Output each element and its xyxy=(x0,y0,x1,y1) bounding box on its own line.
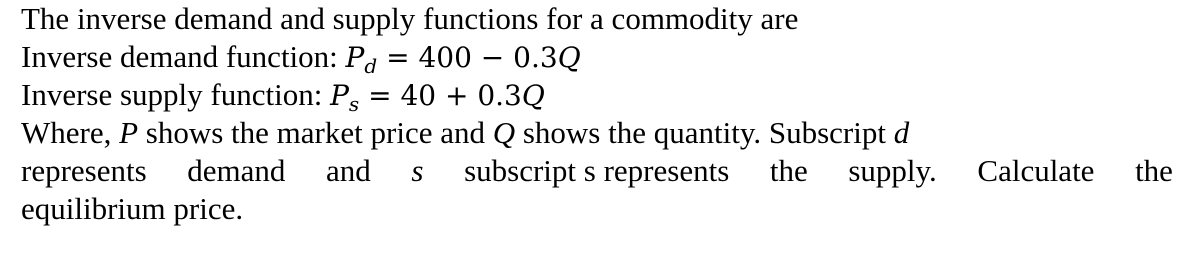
demand-rhs: = 400 − 0.3 xyxy=(377,41,558,74)
demand-quantity-symbol: Q xyxy=(557,41,581,74)
where-subscript-d: d xyxy=(893,115,910,150)
word-s-italic: s xyxy=(411,153,424,188)
intro-text: The inverse demand and supply functions for a commodity are xyxy=(21,1,799,36)
supply-subscript: s xyxy=(348,92,360,116)
where-price-symbol: P xyxy=(119,115,139,150)
where-text-a: Where, xyxy=(21,115,120,150)
justified-line xyxy=(21,152,1173,190)
final-text: equilibrium price. xyxy=(21,191,244,226)
demand-subscript: d xyxy=(364,54,378,78)
word-calculate: Calculate xyxy=(977,153,1095,188)
supply-rhs: = 40 + 0.3 xyxy=(359,79,522,112)
word-demand: demand xyxy=(187,153,286,188)
where-line xyxy=(21,114,1181,152)
supply-label: Inverse supply function: xyxy=(21,77,331,112)
word-represents: represents xyxy=(21,153,147,188)
word-subscript-s-represents: subscript s represents xyxy=(464,153,730,188)
word-the-final: the xyxy=(1135,153,1173,188)
word-the: the xyxy=(769,153,808,188)
supply-quantity-symbol: Q xyxy=(521,79,545,112)
where-text-c: shows the quantity. Subscript xyxy=(515,115,894,150)
final-line xyxy=(21,190,1181,228)
demand-equation xyxy=(345,41,581,78)
supply-function-line xyxy=(21,76,1181,114)
demand-function-line xyxy=(21,38,1181,76)
word-supply: supply. xyxy=(848,153,937,188)
supply-equation xyxy=(330,79,545,116)
demand-price-symbol: P xyxy=(345,41,365,74)
problem-text xyxy=(21,0,1181,228)
intro-line xyxy=(21,0,1181,38)
supply-price-symbol: P xyxy=(330,79,349,112)
where-text-b: shows the market price and xyxy=(138,115,493,150)
where-quantity-symbol: Q xyxy=(492,115,516,150)
word-and: and xyxy=(326,153,371,188)
demand-label: Inverse demand function: xyxy=(21,39,346,74)
